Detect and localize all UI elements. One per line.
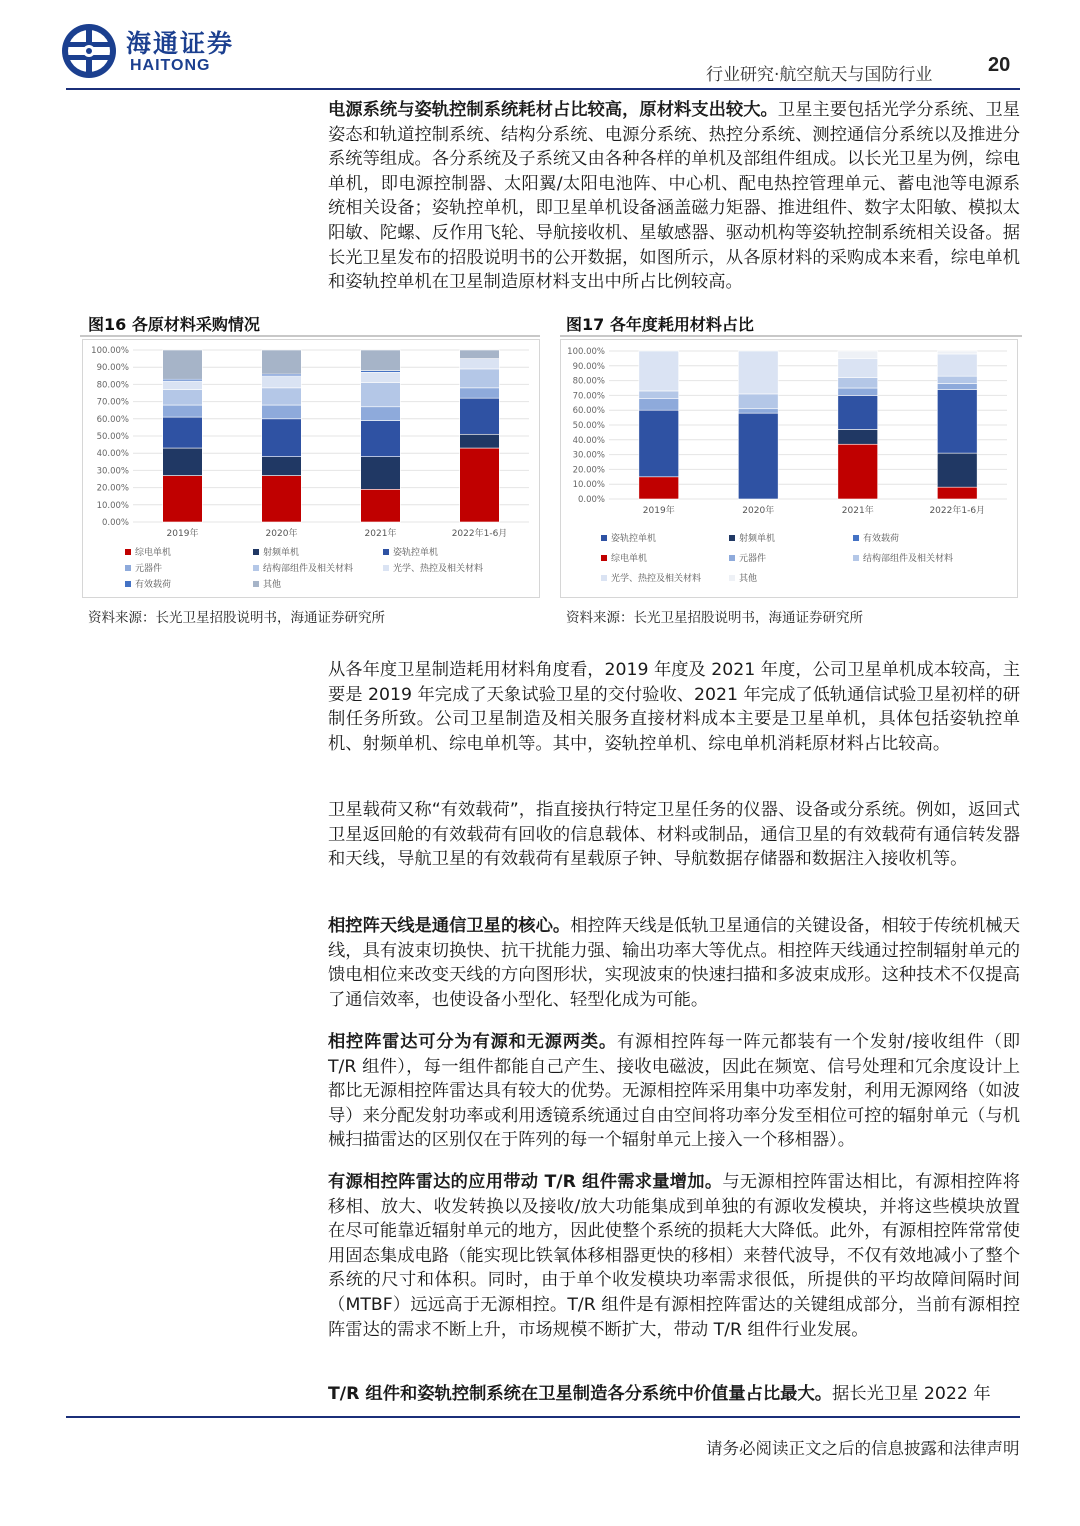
legend-swatch <box>253 565 259 571</box>
bar-segment <box>838 351 878 358</box>
legend-label: 有效载荷 <box>135 580 172 590</box>
legend-swatch <box>125 565 131 571</box>
legend-label: 射频单机 <box>263 548 300 558</box>
bar-segment <box>738 394 778 409</box>
bar-segment <box>262 405 302 419</box>
x-tick-label: 2021年 <box>364 529 397 539</box>
legend-swatch <box>253 581 259 587</box>
bar-segment <box>639 477 679 499</box>
page-number: 20 <box>988 54 1011 76</box>
legend-swatch <box>383 549 389 555</box>
bar-segment <box>262 419 302 457</box>
y-tick-label: 60.00% <box>572 406 605 417</box>
legend-swatch <box>729 535 735 541</box>
paragraph-lead: 相控阵天线是通信卫星的核心。 <box>328 916 571 936</box>
paragraph-body: 从各年度卫星制造耗用材料角度看，2019 年度及 2021 年度，公司卫星单机成本较高，主要是 2019 年完成了天象试验卫星的交付验收、2021 年完成了低轨通信试验卫星初样的研制任务所致。公司卫星制造及相关服务直接材料成本主要是卫星单机，具体包括姿轨控单机、射频单机、综电单机等。其中，姿轨控单机、综电单机消耗原材料占比较高。 <box>328 660 1021 754</box>
header-rule <box>66 88 1020 90</box>
figure16-source: 资料来源：长光卫星招股说明书，海通证券研究所 <box>88 610 385 626</box>
bar-segment <box>460 434 500 448</box>
paragraph-body: 据长光卫星 2022 年 <box>832 1384 991 1404</box>
legend-swatch <box>383 565 389 571</box>
bar-segment <box>937 376 977 383</box>
bar-segment <box>361 421 401 457</box>
y-tick-label: 10.00% <box>572 480 605 491</box>
paragraph-phased-array-antenna <box>328 914 1020 1012</box>
bar-segment <box>262 388 302 405</box>
y-tick-label: 60.00% <box>96 414 129 425</box>
bar-segment <box>262 350 302 374</box>
paragraph-tr-demand <box>328 1170 1020 1342</box>
logo-chinese-name: 海通证券 <box>126 29 235 58</box>
x-tick-label: 2019年 <box>642 506 675 516</box>
legend-label: 光学、热控及相关材料 <box>611 574 702 584</box>
y-tick-label: 70.00% <box>572 391 605 402</box>
x-tick-label: 2021年 <box>841 506 874 516</box>
legend-swatch <box>729 555 735 561</box>
y-tick-label: 50.00% <box>96 432 129 442</box>
bar-segment <box>361 489 401 522</box>
paragraph-lead: 相控阵雷达可分为有源和无源两类。 <box>328 1032 617 1052</box>
legend-label: 光学、热控及相关材料 <box>393 564 484 574</box>
bar-segment <box>639 351 679 391</box>
footer-rule <box>66 1416 1020 1418</box>
bar-segment <box>838 388 878 395</box>
legend-swatch <box>125 581 131 587</box>
bar-segment <box>163 405 203 417</box>
legend-label: 综电单机 <box>611 554 648 564</box>
legend-swatch <box>729 575 735 581</box>
bar-segment <box>838 395 878 429</box>
legend-swatch <box>601 575 607 581</box>
bar-segment <box>163 381 203 390</box>
legend-label: 其他 <box>263 580 282 590</box>
legend-label: 元器件 <box>135 564 163 574</box>
paragraph-lead: 有源相控阵雷达的应用带动 T/R 组件需求量增加。 <box>328 1172 723 1192</box>
paragraph-tr-value-share <box>328 1382 1020 1407</box>
haitong-logo-icon <box>60 22 118 80</box>
figure17-rule <box>560 335 1022 337</box>
bar-segment <box>361 407 401 421</box>
paragraph-annual-materials <box>328 658 1020 756</box>
bar-segment <box>937 487 977 499</box>
legend-label: 姿轨控单机 <box>611 534 657 544</box>
paragraph-body: 相控阵天线是低轨卫星通信的关键设备，相较于传统机械天线，具有波束切换快、抗干扰能力强、输出功率大等优点。相控阵天线通过控制辐射单元的馈电相位来改变天线的方向图形状，实现波束的快速扫描和多波束成形。这种技术不仅提高了通信效率，也使设备小型化、轻型化成为可能。 <box>328 916 1020 1010</box>
y-tick-label: 100.00% <box>91 346 129 356</box>
bar-segment <box>163 417 203 448</box>
footer-disclaimer: 请务必阅读正文之后的信息披露和法律声明 <box>706 1439 1020 1458</box>
bar-segment <box>937 351 977 354</box>
legend-label: 有效载荷 <box>863 534 900 544</box>
y-tick-label: 100.00% <box>567 347 605 357</box>
y-tick-label: 90.00% <box>572 361 605 372</box>
legend-label: 结构部组件及相关材料 <box>863 554 954 564</box>
bar-segment <box>838 378 878 388</box>
legend-label: 其他 <box>739 574 758 584</box>
legend-label: 元器件 <box>739 554 767 564</box>
y-tick-label: 0.00% <box>577 495 605 505</box>
bar-segment <box>361 457 401 490</box>
bar-segment <box>460 359 500 369</box>
y-tick-label: 30.00% <box>96 466 129 477</box>
figure16-rule <box>80 335 540 337</box>
bar-segment <box>460 369 500 388</box>
x-tick-label: 2022年1-6月 <box>451 529 508 539</box>
bar-segment <box>738 413 778 499</box>
bar-segment <box>639 391 679 398</box>
figure16-chart <box>82 339 540 598</box>
figure17-source: 资料来源：长光卫星招股说明书，海通证券研究所 <box>566 610 863 626</box>
y-tick-label: 0.00% <box>101 518 129 528</box>
figure17-chart <box>560 339 1018 598</box>
bar-segment <box>460 388 500 398</box>
bar-segment <box>460 350 500 359</box>
y-tick-label: 50.00% <box>572 421 605 431</box>
page-header <box>0 0 1080 92</box>
bar-segment <box>838 429 878 444</box>
y-tick-label: 80.00% <box>572 376 605 387</box>
paragraph-lead: T/R 组件和姿轨控制系统在卫星制造各分系统中价值量占比最大。 <box>328 1384 833 1404</box>
y-tick-label: 70.00% <box>96 397 129 408</box>
legend-swatch <box>601 535 607 541</box>
paragraph-body: 与无源相控阵雷达相比，有源相控阵将移相、放大、收发转换以及接收/放大功能集成到单独的有源收发模块，并将这些模块放置在尽可能靠近辐射单元的地方，因此使整个系统的损耗大大降低。此外，有源相控阵常常使用固态集成电路（能实现比铁氧体移相器更快的移相）来替代波导，不仅有效地减小了整个系统的尺寸和体积。同时，由于单个收发模块功率需求很低，所提供的平均故障间隔时间（MTBF）远远高于无源相控。T/R 组件是有源相控阵雷达的关键组成部分，当前有源相控阵雷达的需求不断上升，市场规模不断扩大，带动 T/R 组件行业发展。 <box>328 1172 1020 1340</box>
bar-segment <box>262 376 302 388</box>
bar-segment <box>262 476 302 522</box>
y-tick-label: 10.00% <box>96 500 129 511</box>
legend-label: 结构部组件及相关材料 <box>263 564 354 574</box>
x-tick-label: 2020年 <box>265 529 298 539</box>
legend-swatch <box>253 549 259 555</box>
legend-swatch <box>853 555 859 561</box>
bar-segment <box>838 444 878 499</box>
bar-segment <box>361 372 401 382</box>
industry-label: 行业研究·航空航天与国防行业 <box>706 65 933 85</box>
bar-segment <box>639 398 679 410</box>
paragraph-body: 卫星主要包括光学分系统、卫星姿态和轨道控制系统、结构分系统、电源分系统、热控分系统、测控通信分系统以及推进分系统等组成。各分系统及子系统又由各种各样的单机及部组件组成。以长光卫星为例，综电单机，即电源控制器、太阳翼/太阳电池阵、中心机、配电热控管理单元、蓄电池等电源系统相关设备；姿轨控单机，即卫星单机设备涵盖磁力矩器、推进组件、数字太阳敏、模拟太阳敏、陀螺、反作用飞轮、导航接收机、星敏感器、驱动机构等姿轨控制系统相关设备。据长光卫星发布的招股说明书的公开数据，如图所示，从各原材料的采购成本来看，综电单机和姿轨控单机在卫星制造原材料支出中所占比例较高。 <box>328 100 1020 293</box>
y-tick-label: 20.00% <box>96 483 129 494</box>
legend-label: 姿轨控单机 <box>393 548 439 558</box>
paragraph-body: 有源相控阵每一阵元都装有一个发射/接收组件（即 T/R 组件），每一组件都能自己产生、接收电磁波，因此在频宽、信号处理和冗余度设计上都比无源相控阵雷达具有较大的优势。无源相控阵采用集中功率发射，利用无源网络（如波导）来分配发射功率或利用透镜系统通过自由空间将功率分发至相位可控的辐射单元（与机械扫描雷达的区别仅在于阵列的每一个辐射单元上接入一个移相器）。 <box>328 1032 1020 1151</box>
legend-label: 综电单机 <box>135 548 172 558</box>
figure16-chart-svg <box>83 340 539 597</box>
bar-segment <box>738 409 778 413</box>
bar-segment <box>937 354 977 376</box>
legend-swatch <box>125 549 131 555</box>
figure17-title: 图17 各年度耗用材料占比 <box>566 315 754 334</box>
paragraph-payload <box>328 798 1020 872</box>
legend-label: 射频单机 <box>739 534 776 544</box>
x-tick-label: 2022年1-6月 <box>929 506 986 516</box>
y-tick-label: 20.00% <box>572 465 605 476</box>
bar-segment <box>937 453 977 487</box>
bar-segment <box>460 448 500 522</box>
y-tick-label: 90.00% <box>96 363 129 374</box>
bar-segment <box>937 384 977 390</box>
bar-segment <box>361 383 401 407</box>
bar-segment <box>639 410 679 477</box>
bar-segment <box>937 389 977 453</box>
figure16-title: 图16 各原材料采购情况 <box>88 315 260 334</box>
figure17-chart-svg <box>561 340 1017 597</box>
bar-segment <box>163 476 203 522</box>
legend-swatch <box>601 555 607 561</box>
bar-segment <box>163 350 203 379</box>
bar-segment <box>163 390 203 405</box>
y-tick-label: 40.00% <box>572 435 605 446</box>
logo-english-name: HAITONG <box>130 57 211 74</box>
paragraph-body: 卫星载荷又称“有效载荷”，指直接执行特定卫星任务的仪器、设备或分系统。例如，返回式卫星返回舱的有效载荷有回收的信息载体、材料或制品，通信卫星的有效载荷有通信转发器和天线，导航卫星的有效载荷有星载原子钟、导航数据存储器和数据注入接收机等。 <box>328 800 1020 870</box>
paragraph-power-system <box>328 98 1020 295</box>
y-tick-label: 40.00% <box>96 449 129 460</box>
bar-segment <box>838 358 878 377</box>
legend-swatch <box>853 535 859 541</box>
y-tick-label: 30.00% <box>572 450 605 461</box>
x-tick-label: 2020年 <box>742 506 775 516</box>
y-tick-label: 80.00% <box>96 380 129 391</box>
x-tick-label: 2019年 <box>166 529 199 539</box>
bar-segment <box>262 457 302 476</box>
bar-segment <box>163 448 203 476</box>
bar-segment <box>460 398 500 434</box>
paragraph-lead: 电源系统与姿轨控制系统耗材占比较高，原材料支出较大。 <box>328 100 778 120</box>
bar-segment <box>361 350 401 371</box>
paragraph-phased-array-radar <box>328 1030 1020 1153</box>
bar-segment <box>738 351 778 394</box>
